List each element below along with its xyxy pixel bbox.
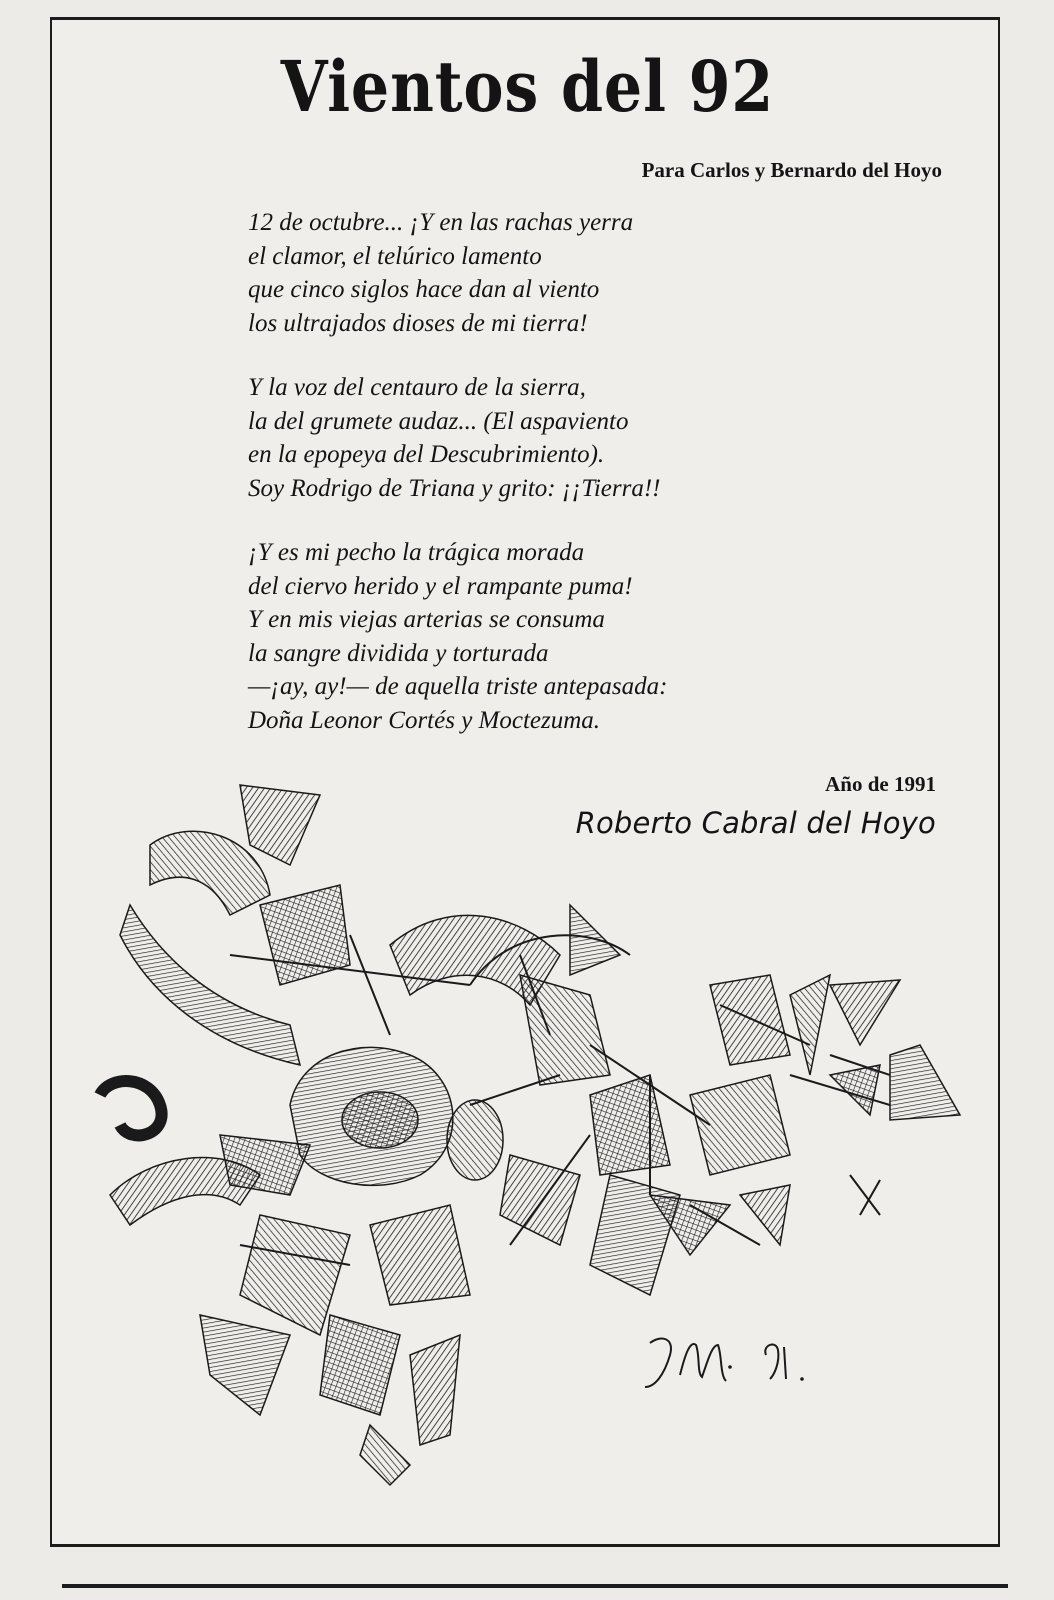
stanza-3 xyxy=(248,536,808,737)
poem-line: la del grumete audaz... (El aspaviento xyxy=(248,407,629,435)
poem-line: los ultrajados dioses de mi tierra! xyxy=(248,309,588,337)
stanza-2 xyxy=(248,371,808,505)
dedication: Para Carlos y Bernardo del Hoyo xyxy=(641,158,942,182)
poem-line: ¡Y es mi pecho la trágica morada xyxy=(248,539,585,566)
poem-line: Soy Rodrigo de Triana y grito: ¡¡Tierra!! xyxy=(248,474,661,502)
poem-title: Vientos del 92 xyxy=(280,45,775,128)
poem-line: Y en mis viejas arterias se consuma xyxy=(248,606,605,633)
abstract-ink-illustration xyxy=(90,775,990,1505)
poem-line: 12 de octubre... ¡Y en las rachas yerra xyxy=(248,209,634,236)
artist-signature xyxy=(645,1339,804,1387)
poem-line: la sangre dividida y torturada xyxy=(248,639,549,667)
author-name: Roberto Cabral del Hoyo xyxy=(575,806,936,840)
bottom-rule xyxy=(62,1584,1008,1588)
poem-line: Doña Leonor Cortés y Moctezuma. xyxy=(248,706,601,734)
poem-line: el clamor, el telúrico lamento xyxy=(248,242,542,270)
poem-line: en la epopeya del Descubrimiento). xyxy=(248,441,605,468)
poem-line: que cinco siglos hace dan al viento xyxy=(248,276,600,303)
stanza-1 xyxy=(248,206,808,340)
year-line: Año de 1991 xyxy=(825,772,936,796)
poem-line: Y la voz del centauro de la sierra, xyxy=(248,374,586,401)
poem-line: —¡ay, ay!— de aquella triste antepasada: xyxy=(248,673,668,700)
poem-body xyxy=(248,206,808,768)
poem-line: del ciervo herido y el rampante puma! xyxy=(248,572,633,600)
hatched-shapes xyxy=(100,785,960,1485)
